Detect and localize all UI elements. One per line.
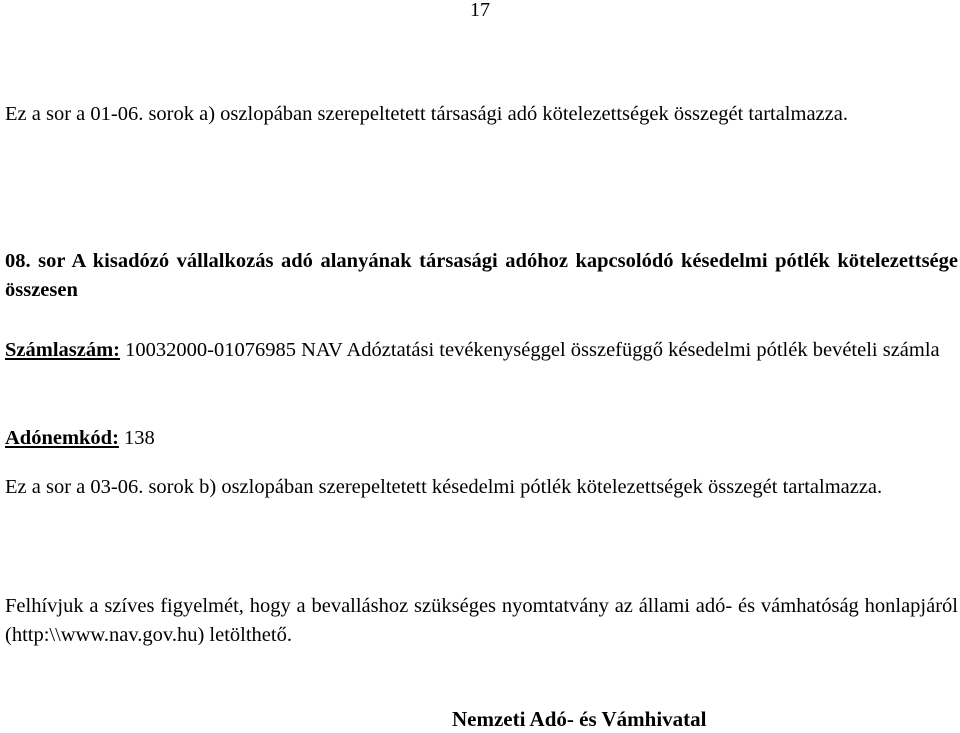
paragraph-rows-03-06: Ez a sor a 03-06. sorok b) oszlopában szerepeltetett késedelmi pótlék kötelezettségek összegét tartalmazza. (5, 476, 883, 498)
paragraph-rows-01-06: Ez a sor a 01-06. sorok a) oszlopában szerepeltetett társasági adó kötelezettségek összegét tartalmazza. (5, 103, 848, 125)
account-number-value: 10032000-01076985 NAV Adóztatási tevékenységgel összefüggő késedelmi pótlék bevételi számla (120, 339, 940, 361)
notice-paragraph: Felhívjuk a szíves figyelmét, hogy a bevalláshoz szükséges nyomtatvány az állami adó- és vámhatóság honlapjáról (http:\\www.nav.gov.hu) letölthető. (5, 595, 958, 646)
tax-code-value: 138 (118, 427, 155, 449)
account-number-label: Számlaszám: (5, 339, 121, 361)
signature-authority: Nemzeti Adó- és Vámhivatal (452, 707, 707, 731)
tax-code-paragraph (5, 424, 958, 453)
page-number: 17 (470, 0, 490, 21)
row-08-heading: 08. sor A kisadózó vállalkozás adó alanyának társasági adóhoz kapcsolódó késedelmi pótlék kötelezettsége összesen (5, 250, 958, 301)
tax-code-label: Adónemkód: (5, 427, 119, 449)
account-number-paragraph (5, 336, 958, 365)
